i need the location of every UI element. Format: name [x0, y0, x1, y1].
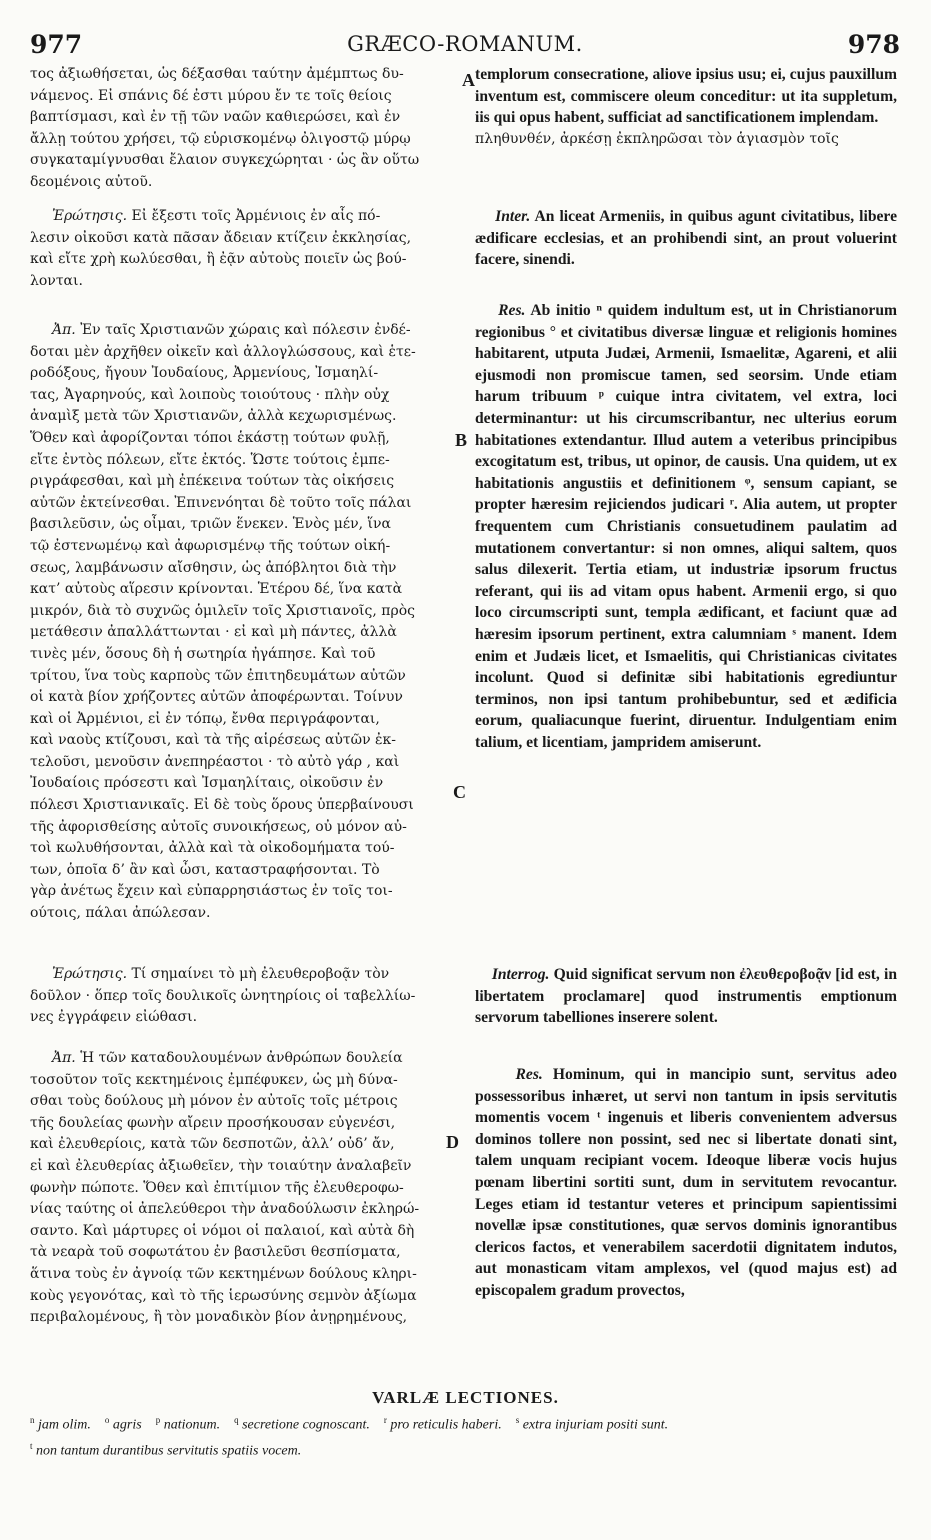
greek-block-2-text: λονται.	[30, 272, 83, 289]
greek-block-1-line	[30, 107, 455, 129]
greek-block-3-line	[30, 450, 455, 472]
greek-block-1-text: συγκαταμίγνυσθαι ἔλαιον συγκεχώρηται · ὡς ἂν οὕτω	[30, 152, 420, 169]
latin-block-5	[475, 1064, 897, 1302]
greek-block-1-text: δεομένοις αὐτοῦ.	[30, 173, 153, 190]
greek-block-3-line	[30, 838, 455, 860]
greek-block-3-text: οἱ κατὰ βίον χρήζοντες αὐτῶν ἀποφέρωνται. Τοίνυν	[30, 689, 403, 706]
greek-block-5-text: κοὺς γεγονότας, καὶ τὸ τῆς ἱερωσύνης σεμνὸν ἀξίωμα	[30, 1287, 417, 1304]
greek-block-3-text: των, ὁποῖα δ’ ἂν καὶ ὦσι, καταστραφήσονται. Τὸ	[30, 861, 380, 878]
greek-block-5-text: φωνὴν πώποτε. Ὅθεν καὶ ἐπιτίμιον τῆς ἐλευθεροφω-	[30, 1179, 404, 1196]
greek-block-5-line	[30, 1199, 455, 1221]
greek-block-5-text: τῆς δουλείας φωνὴν αἴρειν προσήκουσαν εὐγενέσι,	[30, 1114, 396, 1131]
greek-block-5-line	[30, 1156, 455, 1178]
greek-block-3-line	[30, 342, 455, 364]
latin-block-3	[475, 300, 897, 753]
greek-block-3-line	[30, 428, 455, 450]
greek-block-3-line	[30, 406, 455, 428]
note-mark: t	[30, 1440, 33, 1451]
latin-paragraph-4: Quid significat servum non ἐλευθεροβοᾷν [id est, in libertatem proclamare] quod instrumentis emptionum servorum tabelliones inserere solent.	[475, 966, 897, 1027]
margin-marker-a: A	[462, 70, 475, 90]
greek-block-5-line	[30, 1221, 455, 1243]
greek-block-2	[30, 206, 455, 292]
greek-block-5-text: τὰ νεαρὰ τοῦ σοφωτάτου ἐν βασιλεῦσι θεσπίσματα,	[30, 1244, 401, 1261]
greek-block-4-line	[30, 986, 455, 1008]
greek-block-5-text: εἰ καὶ ἐλευθερίας ἀξιωθεῖεν, τὴν τοιαύτην ἀναλαβεῖν	[30, 1157, 412, 1174]
page-number-left: 977	[30, 30, 83, 59]
greek-block-1-line	[30, 86, 455, 108]
latin-block-4	[475, 964, 897, 1029]
greek-block-3-line	[30, 514, 455, 536]
greek-block-4-text: Τί σημαίνει τὸ μὴ ἐλευθεροβοᾷν τὸν	[131, 966, 390, 982]
greek-block-5-line	[30, 1070, 455, 1092]
greek-block-5-text: σθαι τοὺς δούλους μὴ μόνον ἐν αὐτοῖς τοῖς μέτροις	[30, 1093, 398, 1110]
greek-block-5-label: Ἀπ.	[52, 1050, 76, 1066]
greek-block-5-line	[30, 1286, 455, 1308]
greek-block-5-text: καὶ ἐλευθερίοις, κατὰ τῶν δεσποτῶν, ἀλλ’ οὐδ’ ἄν,	[30, 1136, 395, 1153]
greek-block-2-text: λεσιν οἰκοῦσι κατὰ πᾶσαν ἄδειαν κτίζειν ἐκκλησίας,	[30, 229, 412, 246]
margin-marker-c: C	[453, 782, 466, 802]
greek-block-3-line	[30, 558, 455, 580]
greek-block-5-text: τοσοῦτον τοῖς κεκτημένοις ἐμπέφυκεν, ὡς μὴ δύνα-	[30, 1071, 398, 1088]
margin-marker-d: D	[446, 1132, 459, 1152]
variant-note	[156, 1410, 220, 1436]
greek-block-2-line	[30, 249, 455, 271]
greek-block-3-line	[30, 644, 455, 666]
note-mark: o	[104, 1415, 110, 1425]
greek-block-1-line	[30, 64, 455, 86]
page-number-right: 978	[847, 30, 900, 59]
greek-block-3-line	[30, 601, 455, 623]
greek-block-1-text: ἄλλῃ τούτου χρήσει, τῷ εὑρισκομένῳ ὀλιγοστῷ μύρῳ	[30, 130, 411, 147]
greek-block-3-text: τοὶ κωλυθήσονται, ἀλλὰ καὶ τὰ οἰκοδομήματα τού-	[30, 840, 395, 857]
margin-marker-b: B	[455, 430, 468, 450]
note-text: extra injuriam positi sunt.	[522, 1417, 669, 1433]
greek-block-3-text: γὰρ ἀνέτως ἔχειν καὶ εὐπαρρησιάστως ἐν τοῖς τοι-	[30, 883, 393, 900]
greek-block-3-line	[30, 666, 455, 688]
greek-block-4	[30, 964, 455, 1029]
greek-block-3-text: τας, Ἀγαρηνούς, καὶ λοιποὺς τοιούτους · πλὴν οὐχ	[30, 386, 390, 403]
greek-block-3-text: ροδόξους, ἤγουν Ἰουδαίους, Ἀρμενίους, Ἰσμαηλί-	[30, 365, 379, 382]
greek-block-3-line	[30, 817, 455, 839]
greek-block-3-line	[30, 730, 455, 752]
greek-block-3-text: κατ’ αὐτοὺς αἵρεσιν κρίνονται. Ἑτέρου δέ, ἵνα κατὰ	[30, 581, 403, 598]
greek-block-5	[30, 1048, 455, 1329]
greek-block-1-text: τος ἀξιωθήσεται, ὡς δέξασθαι ταύτην ἀμέμπτως δυ-	[30, 66, 404, 82]
greek-block-3-label: Ἀπ.	[52, 322, 76, 338]
greek-block-4-line	[30, 964, 455, 986]
note-mark: p	[155, 1415, 161, 1425]
latin-block-2	[475, 206, 897, 271]
greek-block-1-text: νάμενος. Εἰ σπάνις δέ ἐστι μύρου ἔν τε τοῖς θείοις	[30, 87, 392, 104]
greek-block-3-text: δοται μὲν ἀρχῆθεν οἰκεῖν καὶ ἀλλογλώσσους, καὶ ἑτε-	[30, 343, 416, 360]
note-text: jam olim.	[38, 1417, 91, 1433]
greek-block-2-text: Εἰ ἔξεστι τοῖς Ἀρμένιοις ἐν αἷς πό-	[131, 208, 381, 224]
latin-paragraph-5: Hominum, qui in mancipio sunt, servitus adeo possessoribus inhæret, ut servi non tantum in ipsis servitutis momentis vocem ᵗ ingenuis et liberis convenientem adversus dominos tollere non possint, sed nec si libertate donati sint, talem unquam recipiant vocem. Ideoque liberæ vocis hujus pœnam libertini sortiti sunt, dum in servitutem revocantur. Leges etiam id testantur veteres et principum sapientissimi novellæ ipsæ constitutiones, quæ servos dominis ignorantibus clericos factos, et venerabilem sacerdotii dignitatem indutos, aut monasticam vitam amplexos, vel (quod majus est) ad episcopalem gradum provectos,	[475, 1066, 897, 1299]
greek-block-3-text: τινὲς μέν, ὅσους δὴ ἡ σωτηρία ἠγάπησε. Καὶ τοῦ	[30, 645, 376, 662]
greek-block-3-text: ἀναμὶξ μετὰ τῶν Χριστιανῶν, ἀλλὰ κεχωρισμένως.	[30, 408, 397, 425]
greek-block-5-line	[30, 1264, 455, 1286]
variae-lectiones-heading: VARLÆ LECTIONES.	[372, 1388, 559, 1407]
greek-block-2-line	[30, 206, 455, 228]
greek-block-3-text: Ἐν ταῖς Χριστιανῶν χώραις καὶ πόλεσιν ἐνδέ-	[80, 322, 411, 338]
greek-block-3-line	[30, 579, 455, 601]
greek-block-1-text: βαπτίσμασι, καὶ ἐν τῇ τῶν ναῶν καθιερώσει, καὶ ἐν	[30, 109, 401, 126]
greek-block-5-line	[30, 1091, 455, 1113]
greek-block-4-text: νες ἐγγράφειν εἰώθασι.	[30, 1009, 198, 1026]
inter-label: Inter.	[495, 208, 531, 225]
greek-block-3-text: βασιλεῦσιν, ὡς οἶμαι, τριῶν ἕνεκεν. Ἑνὸς μέν, ἵνα	[30, 516, 392, 533]
greek-block-2-text: καὶ εἴτε χρὴ κωλύεσθαι, ἢ ἐᾷν αὐτοὺς ποιεῖν ὡς βού-	[30, 251, 407, 268]
note-text: agris	[112, 1417, 142, 1433]
note-text: nationum.	[163, 1417, 221, 1433]
greek-block-3-line	[30, 709, 455, 731]
res-label-1: Res.	[498, 302, 526, 319]
res-label-2: Res.	[515, 1066, 543, 1083]
greek-block-3-line	[30, 471, 455, 493]
greek-block-2-line	[30, 271, 455, 293]
greek-block-3-text: τῆς ἀφορισθείσης αὐτοῖς συνοικήσεως, οὐ μόνον αὐ-	[30, 818, 407, 835]
greek-block-5-line	[30, 1178, 455, 1200]
greek-block-3-text: τρίτου, ἵνα τοὺς καρποὺς τῶν ἐπιτηδευμάτων αὐτῶν	[30, 667, 406, 684]
greek-block-3-text: σεως, λαμβάνωσιν αἴσθησιν, ὡς ἀπόβλητοι διὰ τὴν	[30, 559, 397, 576]
variant-note	[30, 1436, 301, 1462]
latin-paragraph-3: Ab initio ⁿ quidem indultum est, ut in Christianorum regionibus ° et civitatibus diversæ linguæ et religionis homines habitarent, utputa Judæi, Armenii, Ismaelitæ, Agareni, et alii ejusmodi non promiscue tamen, sed seorsim. Unde etiam harum tribuum ᵖ cuique intra civitatem, vel extra, loci determinantur: ut his circumscribantur, nec ulterius eorum habitationes extendantur. Illud autem a veteribus principibus excogitatum est, tribus, ut opinor, de causis. Una quidem, ut ex habitationis angustiis et definitionem ᵠ, sensum capiant, se propter hæresim rejiciendos judicari ʳ. Alia autem, ut propter frequentem cum Christianis consuetudinem paulatim ad mutationem convertantur: si non omnes, aliqui saltem, quos salus dilexerit. Tertia etiam, ut industriæ ipsorum fructus referant, qui iis ad vitam opus habent. Armenii ergo, si quo loco circumscripti sunt, templa ædificant, et faciunt quæ ad hæresim ipsorum pertinent, extra calumniam ˢ manent. Idem enim et Judæis licet, et Ismaelitis, qui Christianicas civitates incolunt. Quod si definitæ sibi habitationis egrediuntur terminos, non ipsi tantum prohibebuntur, sed et ædificia eorum, qualiacunque fuerint, diruentur. Indulgentiam enim talium, et licentiam, jampridem amiserunt.	[475, 302, 897, 751]
greek-block-3-line	[30, 881, 455, 903]
greek-block-3-text: αὐτῶν ἐκτείνεσθαι. Ἐπινενόηται δὲ τοῦτο τοῖς πάλαι	[30, 494, 412, 511]
greek-block-4-label: Ἐρώτησις.	[52, 966, 128, 982]
greek-block-3-text: πόλεσι Χριστιανικαῖς. Εἰ δὲ τοὺς ὅρους ὑπερβαίνουσι	[30, 797, 414, 814]
greek-block-2-line	[30, 228, 455, 250]
greek-block-4-text: δοῦλον · ὅπερ τοῖς δουλικοῖς ὠνητηρίοις οἱ ταβελλίω-	[30, 987, 416, 1004]
greek-block-3-line	[30, 320, 455, 342]
greek-block-5-line	[30, 1113, 455, 1135]
variant-note	[516, 1410, 668, 1436]
greek-block-1-line	[30, 172, 455, 194]
greek-block-5-line	[30, 1242, 455, 1264]
greek-block-3-text: καὶ οἱ Ἀρμένιοι, εἰ ἐν τόπῳ, ἔνθα περιγράφονται,	[30, 710, 380, 727]
greek-block-3-line	[30, 773, 455, 795]
greek-block-3-text: Ἰουδαίοις πρόσεστι καὶ Ἰσμαηλίταις, οἰκοῦσιν ἐν	[30, 775, 384, 792]
greek-block-3-line	[30, 363, 455, 385]
greek-block-1-line	[30, 150, 455, 172]
greek-block-3-text: τῷ ἐστενωμένῳ καὶ ἀφωρισμένῳ τῆς τούτων οἰκή-	[30, 537, 391, 554]
greek-block-3-line	[30, 536, 455, 558]
greek-block-3-text: μικρόν, διὰ τὸ συχνῶς ὁμιλεῖν τοῖς Χριστιανοῖς, πρὸς	[30, 602, 415, 619]
variant-note	[234, 1410, 370, 1436]
variae-lectiones-notes	[30, 1410, 900, 1461]
greek-block-3-text: μετάθεσιν ἀπαλλάττωνται · εἰ καὶ μὴ πάντες, ἀλλὰ	[30, 624, 397, 641]
greek-block-3-line	[30, 622, 455, 644]
note-text: pro reticulis haberi.	[390, 1417, 502, 1433]
latin-paragraph-1: templorum consecratione, aliove ipsius usu; ei, cujus pauxillum inventum est, commiscere oleum conceditur: ut ita suppletum, iis qui opus habent, sufficiat ad sanctificationem implendam.	[475, 66, 897, 127]
variant-note	[384, 1410, 502, 1436]
greek-block-5-text: νίας ταύτης οἱ ἀπελεύθεροι τὴν ἀναδούλωσιν ἐκληρώ-	[30, 1201, 420, 1218]
greek-block-3-line	[30, 795, 455, 817]
greek-block-1-line	[30, 129, 455, 151]
greek-block-3-text: εἴτε ἐντὸς πόλεων, εἴτε ἐκτός. Ὥστε τούτοις ἐμπε-	[30, 451, 390, 468]
greek-block-3-text: ριγράφεσθαι, καὶ μὴ ἐπέκεινα τούτων τὰς οἰκήσεις	[30, 473, 395, 490]
greek-block-3-line	[30, 860, 455, 882]
greek-block-2-label: Ἐρώτησις.	[52, 208, 128, 224]
greek-block-3	[30, 320, 455, 925]
latin-paragraph-2: An liceat Armeniis, in quibus agunt civitatibus, libere ædificare ecclesias, et an prohibendi sint, an prout voluerint facere, sinendi.	[475, 208, 897, 269]
greek-block-4-line	[30, 1007, 455, 1029]
greek-block-3-line	[30, 687, 455, 709]
greek-block-5-line	[30, 1307, 455, 1329]
greek-block-3-line	[30, 752, 455, 774]
greek-block-5-line	[30, 1134, 455, 1156]
running-title: GRÆCO-ROMANUM.	[347, 32, 583, 56]
greek-block-3-line	[30, 493, 455, 515]
greek-block-3-line	[30, 903, 455, 925]
greek-block-1	[30, 64, 455, 194]
note-mark: q	[234, 1415, 239, 1425]
interrog-label: Interrog.	[491, 966, 550, 983]
greek-block-5-text: περιβαλομένους, ἢ τὸν μοναδικὸν βίον ἀνῃρημένους,	[30, 1309, 408, 1326]
note-text: non tantum durantibus servitutis spatiis vocem.	[36, 1443, 302, 1459]
variant-note	[30, 1410, 91, 1436]
greek-block-5-text: Ἡ τῶν καταδουλουμένων ἀνθρώπων δουλεία	[80, 1050, 403, 1066]
latin-greek-line: πληθυνθέν, ἀρκέσῃ ἐκπληρῶσαι τὸν ἁγιασμὸν τοῖς	[475, 130, 839, 147]
greek-block-5-line	[30, 1048, 455, 1070]
variant-note	[105, 1410, 142, 1436]
greek-block-3-text: Ὅθεν καὶ ἀφορίζονται τόποι ἑκάστῃ τούτων φυλῇ,	[30, 429, 390, 446]
greek-block-3-text: τελοῦσι, μενοῦσιν ἀνεπηρέαστοι · τὸ αὐτὸ γάρ , καὶ	[30, 753, 400, 770]
greek-block-3-text: καὶ ναοὺς κτίζουσι, καὶ τὰ τῆς αἱρέσεως αὐτῶν ἐκ-	[30, 732, 397, 749]
greek-block-5-text: ἅτινα τοὺς ἐν ἀγνοίᾳ τῶν κεκτημένων δούλους κληρι-	[30, 1265, 417, 1282]
page-header	[30, 30, 900, 60]
note-mark: r	[383, 1415, 387, 1425]
greek-block-5-text: σαντο. Καὶ μάρτυρες οἱ νόμοι οἱ παλαιοί, καὶ αὐτὰ δὴ	[30, 1222, 415, 1239]
note-text: secretione cognoscant.	[242, 1417, 370, 1433]
greek-block-3-line	[30, 385, 455, 407]
greek-block-3-text: ούτοις, πάλαι ἀπώλεσαν.	[30, 905, 211, 922]
note-mark: s	[515, 1415, 520, 1425]
latin-block-1	[475, 64, 897, 150]
note-mark: n	[30, 1415, 35, 1425]
